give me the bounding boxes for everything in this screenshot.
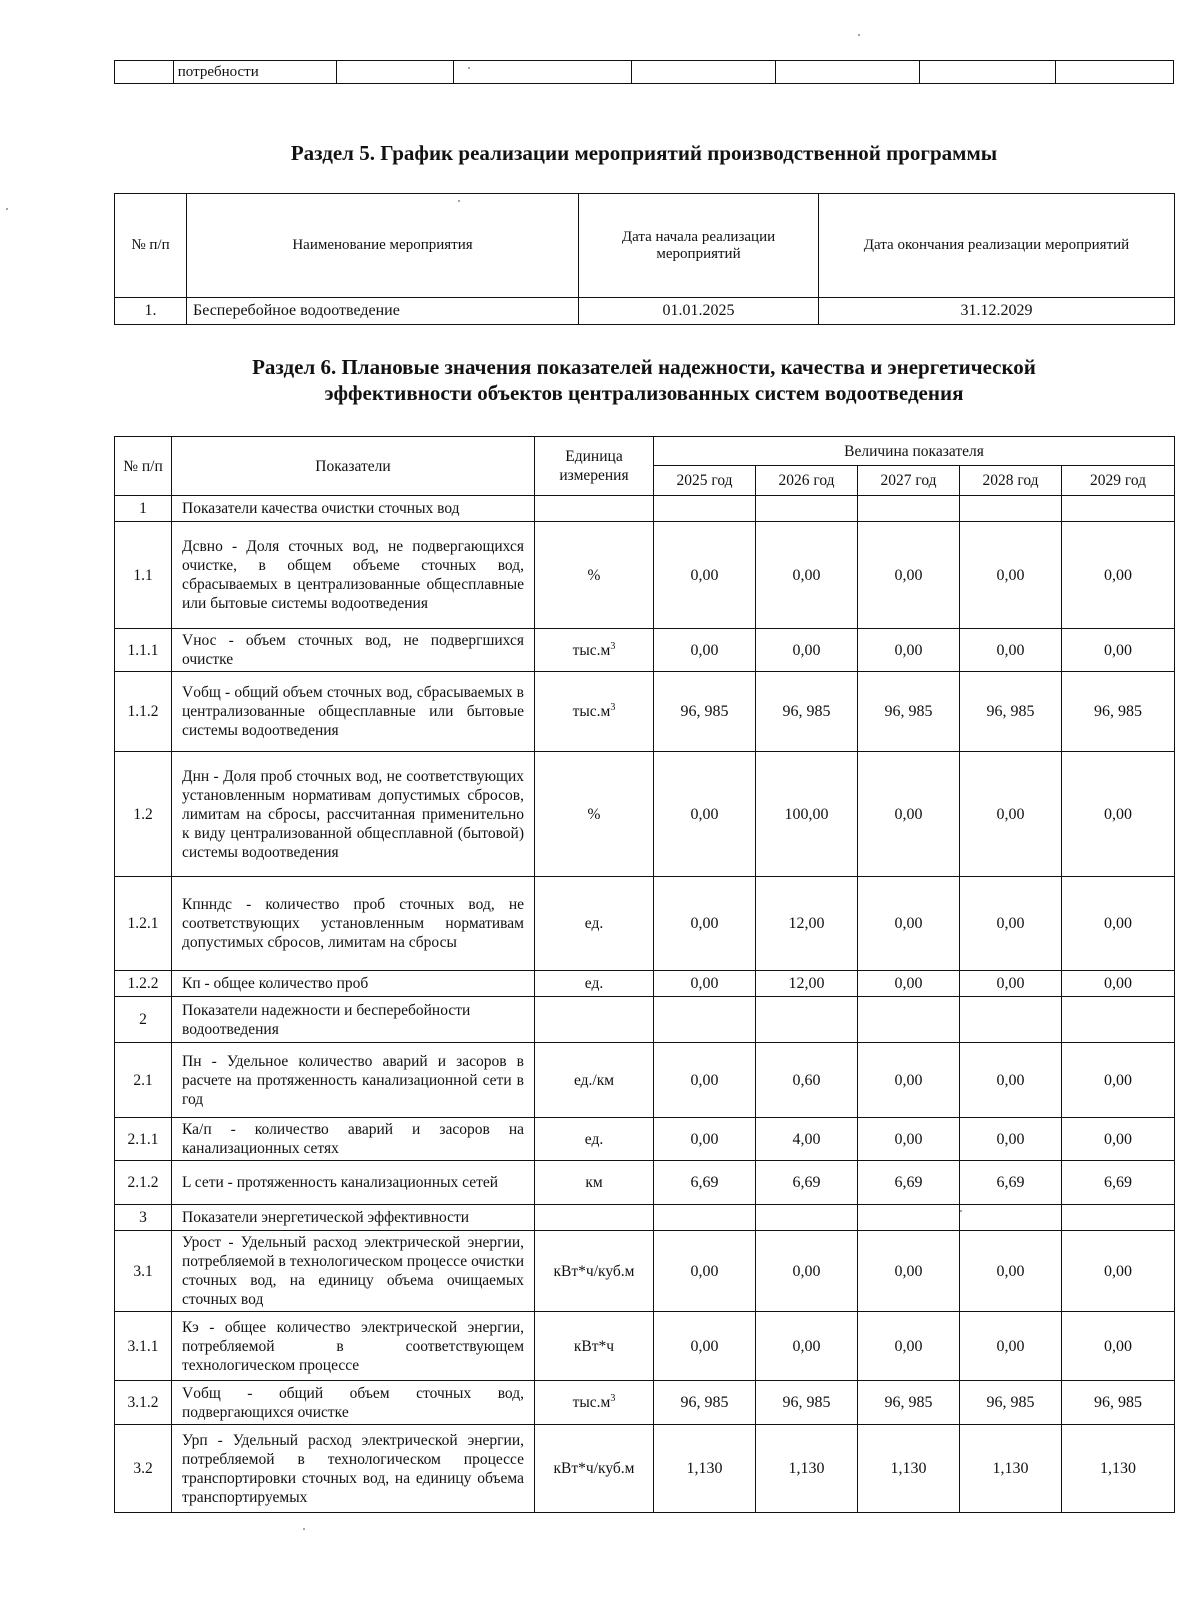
section6-title-line2: эффективности объектов централизованных систем водоотведения — [324, 381, 964, 405]
row-unit — [535, 877, 654, 971]
indicator-row — [115, 496, 1175, 522]
row-value-2025: 0,00 — [654, 629, 756, 672]
row-num: 1.2.2 — [115, 971, 172, 997]
row-value-2027 — [858, 1205, 960, 1231]
row-value-2027: 1,130 — [858, 1425, 960, 1513]
row-indicator-name: Урп - Удельный расход электрической энергии, потребляемой в технологическом процессе транспортировки сточных вод, на единицу объема транспортируемых — [172, 1425, 535, 1513]
row-value-2025: 96, 985 — [654, 672, 756, 752]
section5-table — [114, 193, 1175, 325]
row-indicator-name: Днн - Доля проб сточных вод, не соответствующих установленным нормативам допустимых сбросов, лимитам на сбросы, рассчитанная применительно к виду централизованной общесплавной (бытовой) системы водоотведения — [172, 752, 535, 877]
row-value-2029: 0,00 — [1062, 1043, 1175, 1118]
row-value-2028: 0,00 — [960, 1118, 1062, 1161]
row-value-2029: 0,00 — [1062, 752, 1175, 877]
row-value-2026 — [756, 1205, 858, 1231]
row-num: 1.2 — [115, 752, 172, 877]
row-unit — [535, 496, 654, 522]
header-year: 2029 год — [1062, 466, 1175, 496]
row-value-2025: 0,00 — [654, 877, 756, 971]
row-indicator-name: Кэ - общее количество электрической энергии, потребляемой в соответствующем технологическом процессе — [172, 1312, 535, 1381]
unit-superscript: 3 — [610, 640, 616, 652]
row-value-2028: 0,00 — [960, 629, 1062, 672]
section6-table — [114, 436, 1175, 1513]
row-value-2027: 0,00 — [858, 752, 960, 877]
row-name: Бесперебойное водоотведение — [187, 298, 579, 325]
row-value-2028: 0,00 — [960, 971, 1062, 997]
row-value-2025: 1,130 — [654, 1425, 756, 1513]
row-unit — [535, 971, 654, 997]
row-value-2025 — [654, 496, 756, 522]
row-value-2027: 0,00 — [858, 1231, 960, 1312]
unit-text: % — [587, 805, 601, 823]
header-unit: Единица измерения — [535, 437, 654, 496]
row-indicator-name: Vнос - объем сточных вод, не подвергшихся очистке — [172, 629, 535, 672]
row-num: 1.1 — [115, 522, 172, 629]
header-indicators: Показатели — [172, 437, 535, 496]
indicator-row — [115, 752, 1175, 877]
indicator-row — [115, 629, 1175, 672]
row-value-2029: 0,00 — [1062, 1231, 1175, 1312]
row-value-2028: 0,00 — [960, 1231, 1062, 1312]
header-value-group: Величина показателя — [654, 437, 1175, 466]
indicator-row — [115, 522, 1175, 629]
unit-superscript: 3 — [610, 701, 616, 713]
header-num: № п/п — [115, 437, 172, 496]
row-value-2028: 0,00 — [960, 877, 1062, 971]
row-value-2025: 0,00 — [654, 1312, 756, 1381]
row-num: 3.1 — [115, 1231, 172, 1312]
cell — [115, 61, 174, 84]
row-num: 1. — [115, 298, 187, 325]
row-indicator-name: Урост - Удельный расход электрической энергии, потребляемой в технологическом процессе очистки сточных вод, на единицу объема очищаемых сточных вод — [172, 1231, 535, 1312]
indicator-row — [115, 971, 1175, 997]
row-value-2029 — [1062, 997, 1175, 1043]
row-unit — [535, 1312, 654, 1381]
unit-text: тыс.м — [572, 1394, 611, 1411]
indicator-row — [115, 1425, 1175, 1513]
row-value-2027: 0,00 — [858, 629, 960, 672]
row-value-2025 — [654, 1205, 756, 1231]
unit-text: тыс.м — [572, 703, 611, 720]
indicator-row — [115, 1118, 1175, 1161]
row-value-2026: 0,00 — [756, 522, 858, 629]
row-value-2029 — [1062, 1205, 1175, 1231]
row-value-2029: 96, 985 — [1062, 1381, 1175, 1425]
row-value-2026: 6,69 — [756, 1161, 858, 1205]
unit-superscript: 3 — [610, 1392, 616, 1404]
continuation-text: потребности — [173, 61, 336, 84]
unit-text: км — [585, 1174, 603, 1191]
row-num: 3.1.1 — [115, 1312, 172, 1381]
row-value-2028 — [960, 496, 1062, 522]
row-indicator-name: Показатели надежности и бесперебойности водоотведения — [172, 997, 535, 1043]
section5-title: Раздел 5. График реализации мероприятий производственной программы — [290, 141, 998, 165]
row-unit — [535, 1381, 654, 1425]
unit-text: ед. — [584, 1130, 604, 1148]
indicator-row — [115, 1205, 1175, 1231]
row-value-2028 — [960, 1205, 1062, 1231]
row-value-2027: 0,00 — [858, 971, 960, 997]
header-end-date: Дата окончания реализации мероприятий — [819, 194, 1175, 298]
row-value-2027 — [858, 997, 960, 1043]
cell — [775, 61, 919, 84]
row-num: 2.1 — [115, 1043, 172, 1118]
unit-text: кВт*ч/куб.м — [553, 1262, 635, 1280]
row-indicator-name: Показатели качества очистки сточных вод — [172, 496, 535, 522]
row-end-date: 31.12.2029 — [819, 298, 1175, 325]
row-value-2027: 0,00 — [858, 1043, 960, 1118]
row-value-2026: 96, 985 — [756, 1381, 858, 1425]
indicator-row — [115, 1161, 1175, 1205]
row-value-2027: 0,00 — [858, 1312, 960, 1381]
cell — [920, 61, 1056, 84]
header-name: Наименование мероприятия — [187, 194, 579, 298]
row-num: 2.1.1 — [115, 1118, 172, 1161]
row-value-2025: 0,00 — [654, 1118, 756, 1161]
row-value-2029 — [1062, 496, 1175, 522]
row-unit — [535, 522, 654, 629]
section5-header-row — [115, 194, 1175, 298]
unit-text: ед. — [584, 975, 604, 992]
row-value-2026: 12,00 — [756, 971, 858, 997]
row-num: 2 — [115, 997, 172, 1043]
row-num: 2.1.2 — [115, 1161, 172, 1205]
unit-text: % — [587, 566, 601, 584]
row-value-2025: 0,00 — [654, 522, 756, 629]
row-value-2027 — [858, 496, 960, 522]
header-year: 2027 год — [858, 466, 960, 496]
row-value-2028 — [960, 997, 1062, 1043]
indicator-row — [115, 1231, 1175, 1312]
unit-text: кВт*ч/куб.м — [553, 1460, 635, 1477]
row-value-2029: 0,00 — [1062, 522, 1175, 629]
row-value-2028: 0,00 — [960, 1043, 1062, 1118]
row-value-2029: 0,00 — [1062, 629, 1175, 672]
cell — [1056, 61, 1174, 84]
row-value-2028: 96, 985 — [960, 672, 1062, 752]
header-year: 2028 год — [960, 466, 1062, 496]
row-value-2026: 0,60 — [756, 1043, 858, 1118]
row-value-2028: 6,69 — [960, 1161, 1062, 1205]
row-value-2026: 0,00 — [756, 629, 858, 672]
row-value-2028: 0,00 — [960, 752, 1062, 877]
header-year: 2025 год — [654, 466, 756, 496]
row-indicator-name: Пн - Удельное количество аварий и засоров в расчете на протяженность канализационной сети в год — [172, 1043, 535, 1118]
row-value-2025: 6,69 — [654, 1161, 756, 1205]
row-num: 1.1.1 — [115, 629, 172, 672]
row-indicator-name: Vобщ - общий объем сточных вод, подвергающихся очистке — [172, 1381, 535, 1425]
row-value-2028: 0,00 — [960, 1312, 1062, 1381]
row-num: 1 — [115, 496, 172, 522]
cell — [454, 61, 631, 84]
row-value-2026: 0,00 — [756, 1231, 858, 1312]
row-value-2025: 0,00 — [654, 752, 756, 877]
row-indicator-name: Кп - общее количество проб — [172, 971, 535, 997]
unit-text: ед. — [584, 915, 604, 932]
row-unit — [535, 629, 654, 672]
row-value-2027: 96, 985 — [858, 1381, 960, 1425]
row-value-2026: 12,00 — [756, 877, 858, 971]
row-value-2027: 0,00 — [858, 522, 960, 629]
continuation-row — [115, 61, 1174, 84]
row-value-2029: 0,00 — [1062, 971, 1175, 997]
row-value-2026 — [756, 496, 858, 522]
row-value-2029: 6,69 — [1062, 1161, 1175, 1205]
indicator-row — [115, 1312, 1175, 1381]
row-value-2029: 96, 985 — [1062, 672, 1175, 752]
row-indicator-name: Ка/п - количество аварий и засоров на канализационных сетях — [172, 1118, 535, 1161]
row-value-2025 — [654, 997, 756, 1043]
row-unit — [535, 1231, 654, 1312]
unit-text: ед./км — [573, 1071, 615, 1089]
row-num: 3.1.2 — [115, 1381, 172, 1425]
section5-row — [115, 298, 1175, 325]
row-value-2026: 4,00 — [756, 1118, 858, 1161]
header-year: 2026 год — [756, 466, 858, 496]
row-indicator-name: Показатели энергетической эффективности — [172, 1205, 535, 1231]
continuation-table — [114, 60, 1174, 84]
row-value-2027: 6,69 — [858, 1161, 960, 1205]
row-unit — [535, 1425, 654, 1513]
row-value-2025: 0,00 — [654, 971, 756, 997]
row-value-2028: 1,130 — [960, 1425, 1062, 1513]
unit-text: кВт*ч — [573, 1337, 615, 1355]
cell — [336, 61, 454, 84]
header-start-date: Дата начала реализации мероприятий — [579, 194, 819, 298]
row-value-2029: 0,00 — [1062, 1312, 1175, 1381]
row-unit — [535, 1043, 654, 1118]
row-unit — [535, 672, 654, 752]
row-indicator-name: Vобщ - общий объем сточных вод, сбрасываемых в централизованные общесплавные или бытовые системы водоотведения — [172, 672, 535, 752]
row-indicator-name: Дсвно - Доля сточных вод, не подвергающихся очистке, в общем объеме сточных вод, сбрасываемых в централизованные общесплавные или бытовые системы водоотведения — [172, 522, 535, 629]
unit-text: тыс.м — [572, 641, 611, 659]
row-value-2028: 0,00 — [960, 522, 1062, 629]
indicator-row — [115, 1381, 1175, 1425]
row-num: 1.2.1 — [115, 877, 172, 971]
row-start-date: 01.01.2025 — [579, 298, 819, 325]
row-value-2029: 0,00 — [1062, 1118, 1175, 1161]
row-value-2026 — [756, 997, 858, 1043]
row-value-2028: 96, 985 — [960, 1381, 1062, 1425]
row-value-2029: 1,130 — [1062, 1425, 1175, 1513]
cell — [631, 61, 775, 84]
row-value-2026: 0,00 — [756, 1312, 858, 1381]
indicator-row — [115, 672, 1175, 752]
row-unit — [535, 997, 654, 1043]
row-value-2027: 96, 985 — [858, 672, 960, 752]
row-unit — [535, 1205, 654, 1231]
row-value-2026: 1,130 — [756, 1425, 858, 1513]
row-value-2025: 0,00 — [654, 1231, 756, 1312]
row-num: 3.2 — [115, 1425, 172, 1513]
row-value-2027: 0,00 — [858, 877, 960, 971]
row-value-2026: 96, 985 — [756, 672, 858, 752]
indicator-row — [115, 1043, 1175, 1118]
row-num: 1.1.2 — [115, 672, 172, 752]
row-indicator-name: Кпнндс - количество проб сточных вод, не соответствующих установленным нормативам допустимых сбросов, лимитам на сбросы — [172, 877, 535, 971]
row-value-2029: 0,00 — [1062, 877, 1175, 971]
section6-title — [114, 354, 1174, 406]
row-unit — [535, 1118, 654, 1161]
row-unit — [535, 752, 654, 877]
indicator-row — [115, 997, 1175, 1043]
indicator-row — [115, 877, 1175, 971]
row-value-2025: 0,00 — [654, 1043, 756, 1118]
row-value-2027: 0,00 — [858, 1118, 960, 1161]
row-indicator-name: L сети - протяженность канализационных сетей — [172, 1161, 535, 1205]
section6-title-line1: Раздел 6. Плановые значения показателей надежности, качества и энергетической — [252, 355, 1036, 379]
section6-header-row-1 — [115, 437, 1175, 466]
row-unit — [535, 1161, 654, 1205]
row-value-2026: 100,00 — [756, 752, 858, 877]
row-value-2025: 96, 985 — [654, 1381, 756, 1425]
row-num: 3 — [115, 1205, 172, 1231]
header-num: № п/п — [115, 194, 187, 298]
